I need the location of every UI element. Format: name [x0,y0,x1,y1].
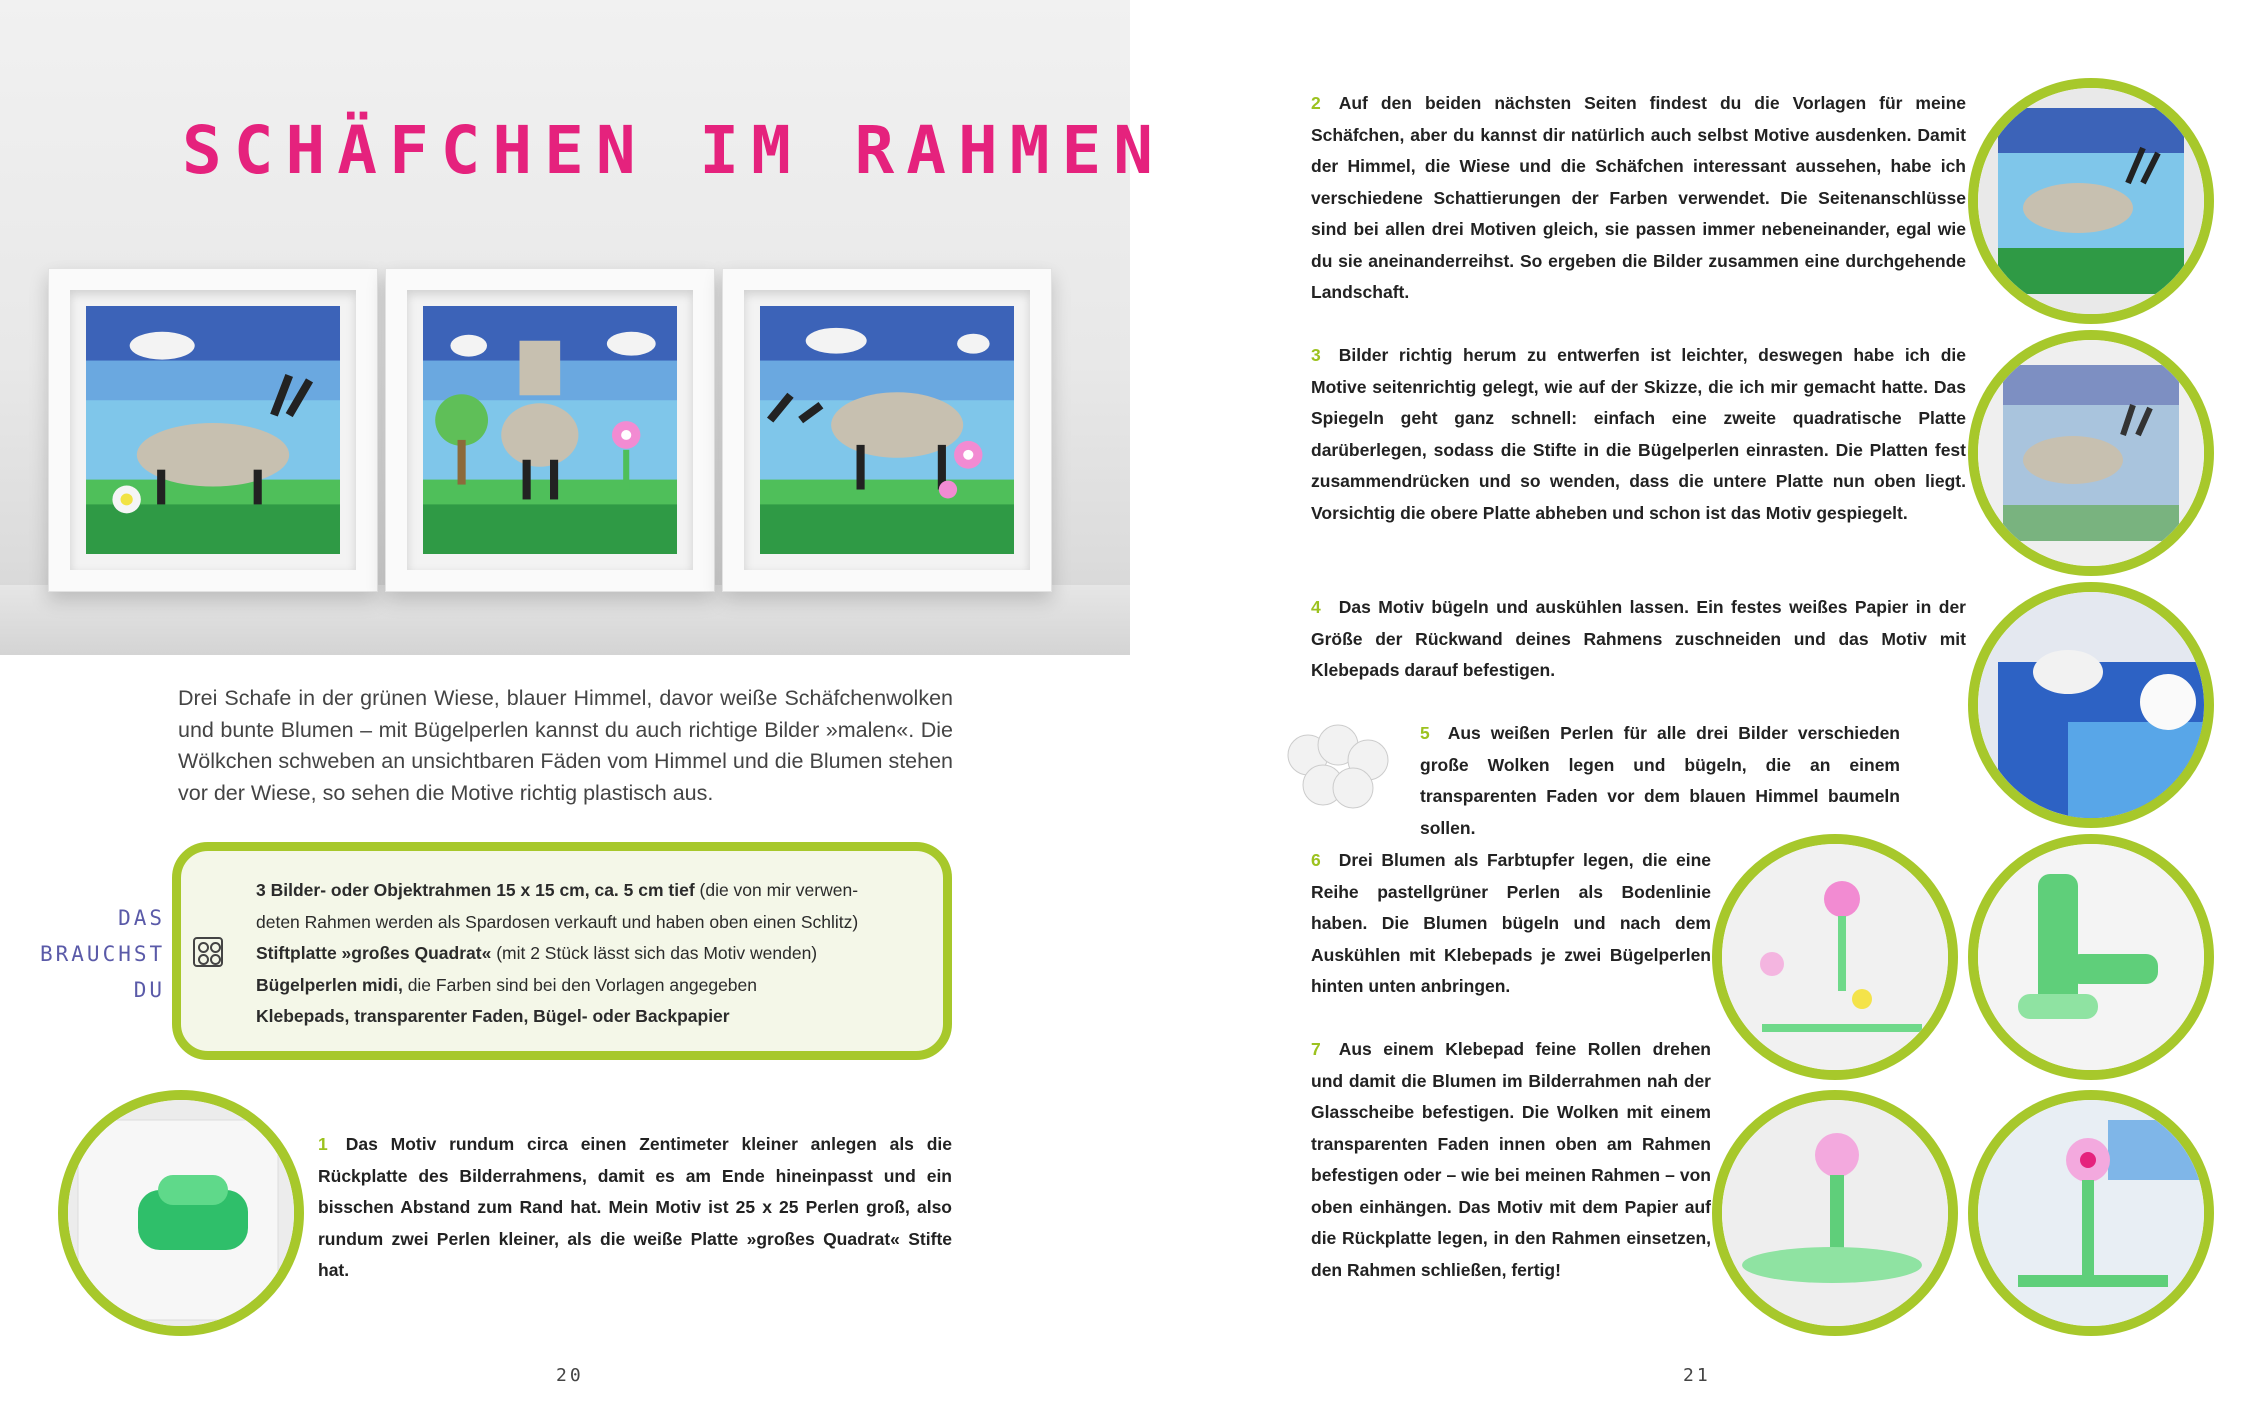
hero-photo [0,0,1130,655]
step-5: 5 Aus weißen Perlen für alle drei Bilder verschieden große Wolken legen und bügeln, die an einem transparenten Faden vor dem blauen Himmel baumeln sollen. [1420,723,1900,838]
supplies-item: 3 Bilder- oder Objektrahmen 15 x 15 cm, ca. 5 cm tief (die von mir verwen- [256,880,859,900]
page-title: SCHÄFCHEN IM RAHMEN [182,112,1165,189]
supplies-item: Stiftplatte »großes Quadrat« (mit 2 Stück lässt sich das Motiv wenden) [256,943,818,963]
step-6-photo [1712,834,1958,1080]
step-7: 7 Aus einem Klebepad feine Rollen drehen und damit die Blumen im Bilderrahmen nah der Glasscheibe befestigen. Die Wolken mit einem transparenten Faden innen oben am Rahmen befestigen oder – wie bei meinen Rahmen – von oben einhängen. Das Motiv mit dem Papier auf die Rückplatte legen, in den Rahmen einsetzen, den Rahmen schließen, fertig! [1311,1039,1711,1280]
step-1: 1 Das Motiv rundum circa einen Zentimeter kleiner anlegen als die Rückplatte des Bilderrahmens, damit es am Ende hineinpasst und ein bisschen Abstand zum Rand hat. Mein Motiv ist 25 x 25 Perlen groß, also rundum zwei Perlen kleiner, als die weiße Platte »großes Quadrat« Stifte hat. [318,1134,952,1280]
frame-photo-3 [722,268,1052,592]
frame-photo-2 [385,268,715,592]
bead-cloud-image [1278,720,1398,820]
supplies-item: Klebepads, transparenter Faden, Bügel- oder Backpapier [256,1006,730,1026]
supplies-heading: DAS BRAUCHST DU [40,906,166,1002]
supplies-item: deten Rahmen werden als Spardosen verkauft und haben oben einen Schlitz) [256,911,859,932]
step-3-photo [1968,330,2214,576]
page-number-left: 20 [556,1365,584,1386]
supplies-list [256,875,926,1033]
intro-paragraph: Drei Schafe in der grünen Wiese, blauer Himmel, davor weiße Schäfchenwolken und bunte Blumen – mit Bügelperlen kannst du auch richtige Bilder »malen«. Die Wölkchen schweben an unsichtbaren Fäden vom Himmel und die Blumen stehen vor der Wiese, so sehen die Motive richtig plastisch aus. [178,686,953,805]
step-2-photo [1968,78,2214,324]
step-7-detail-photo [1968,1090,2214,1336]
step-3: 3 Bilder richtig herum zu entwerfen ist leichter, deswegen habe ich die Motive seitenrichtig gelegt, wie auf der Skizze, die ich mir gemacht hatte. Das Spiegeln geht ganz schnell: einfach eine zweite quadratische Platte darüberlegen, sodass die Stifte in die Bügelperlen einrasten. Die Platten fest zusammendrücken und so wenden, dass die untere Platte nun oben liegt. Vorsichtig die obere Platte abheben und schon ist das Motiv gespiegelt. [1311,345,1966,523]
step-6-detail-photo [1968,834,2214,1080]
step-1-photo [58,1090,304,1336]
step-2: 2 Auf den beiden nächsten Seiten findest du die Vorlagen für meine Schäfchen, aber du kannst dir natürlich auch selbst Motive ausdenken. Damit der Himmel, die Wiese und die Schäfchen interessant aussehen, habe ich verschiedene Schattierungen der Farben verwendet. Die Seitenanschlüsse sind bei allen drei Motiven gleich, sie passen immer nebeneinander, egal wie du sie aneinanderreihst. So ergeben die Bilder zusammen eine durchgehende Landschaft. [1311,93,1966,302]
step-6: 6 Drei Blumen als Farbtupfer legen, die eine Reihe pastellgrüner Perlen als Bodenlinie haben. Die Blumen bügeln und nach dem Auskühlen mit Klebepads je zwei Bügelperlen hinten unten anbringen. [1311,850,1711,996]
frame-photo-1 [48,268,378,592]
pegboard-icon [193,937,223,967]
supplies-item: Bügelperlen midi, die Farben sind bei den Vorlagen angegeben [256,974,757,995]
page-number-right: 21 [1683,1365,1711,1386]
step-4: 4 Das Motiv bügeln und auskühlen lassen. Ein festes weißes Papier in der Größe der Rückwand deines Rahmens zuschneiden und das Motiv mit Klebepads darauf befestigen. [1311,597,1966,680]
step-7-photo [1712,1090,1958,1336]
step-4-photo [1968,582,2214,828]
